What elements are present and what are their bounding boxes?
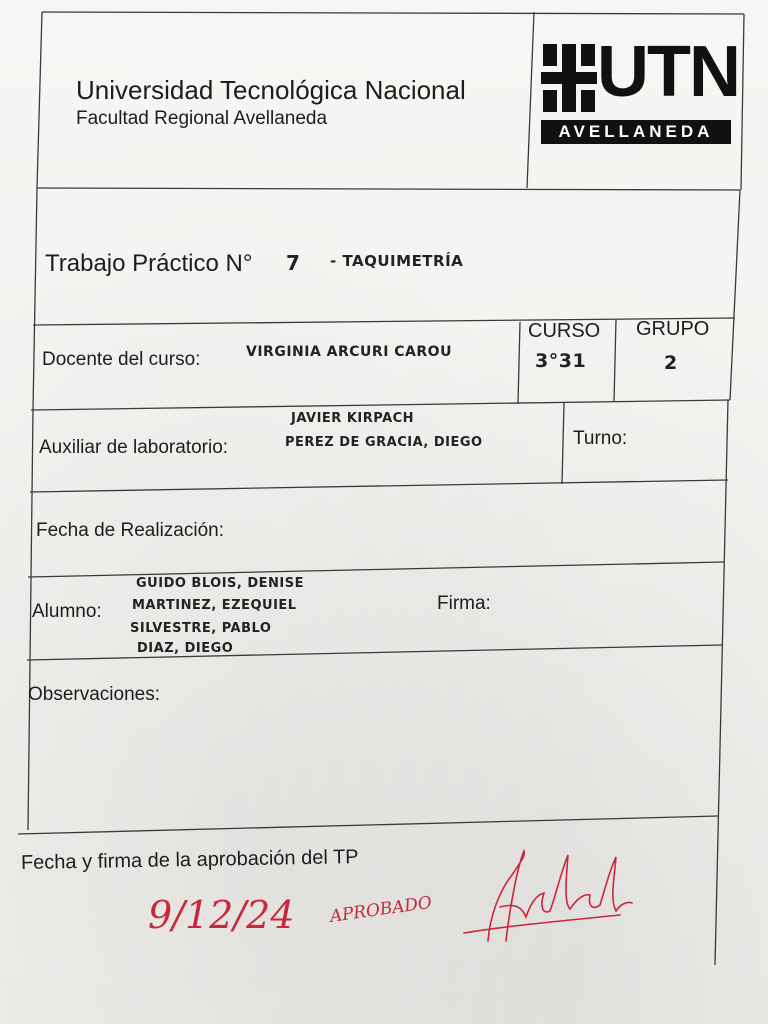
student-name: SILVESTRE, PABLO (130, 621, 272, 636)
approval-date: 9/12/24 (148, 893, 295, 937)
assistant-name-1: JAVIER KIRPACH (291, 411, 415, 426)
student-name: GUIDO BLOIS, DENISE (136, 576, 305, 591)
utn-logo-band: AVELLANEDA (541, 120, 731, 144)
work-title: - TAQUIMETRÍA (330, 252, 464, 270)
grupo-label: GRUPO (636, 318, 710, 340)
assistant-name-2: PEREZ DE GRACIA, DIEGO (285, 435, 483, 450)
signature-label: Firma: (437, 593, 491, 614)
curso-value: 3°31 (535, 350, 587, 372)
work-number: 7 (286, 251, 301, 275)
approval-status: APROBADO (328, 892, 434, 927)
teacher-name: VIRGINIA ARCURI CAROU (246, 344, 452, 360)
utn-logo-text: UTN (597, 32, 739, 112)
approval-signature (460, 845, 640, 955)
assistant-label: Auxiliar de laboratorio: (39, 437, 229, 458)
university-name: Universidad Tecnológica Nacional (76, 75, 466, 105)
curso-label: CURSO (528, 320, 601, 342)
utn-logo (541, 32, 739, 152)
observations-label: Observaciones: (28, 684, 161, 705)
student-name: DIAZ, DIEGO (137, 641, 234, 656)
teacher-label: Docente del curso: (42, 349, 201, 370)
utn-emblem-icon (541, 44, 597, 116)
grupo-value: 2 (664, 352, 678, 374)
date-label: Fecha de Realización: (36, 520, 224, 541)
student-label: Alumno: (32, 601, 102, 622)
turno-label: Turno: (573, 428, 628, 449)
faculty-name: Facultad Regional Avellaneda (76, 108, 328, 129)
approval-label: Fecha y firma de la aprobación del TP (20, 846, 359, 874)
student-name: MARTINEZ, EZEQUIEL (132, 598, 297, 613)
work-label: Trabajo Práctico N° (45, 250, 253, 277)
